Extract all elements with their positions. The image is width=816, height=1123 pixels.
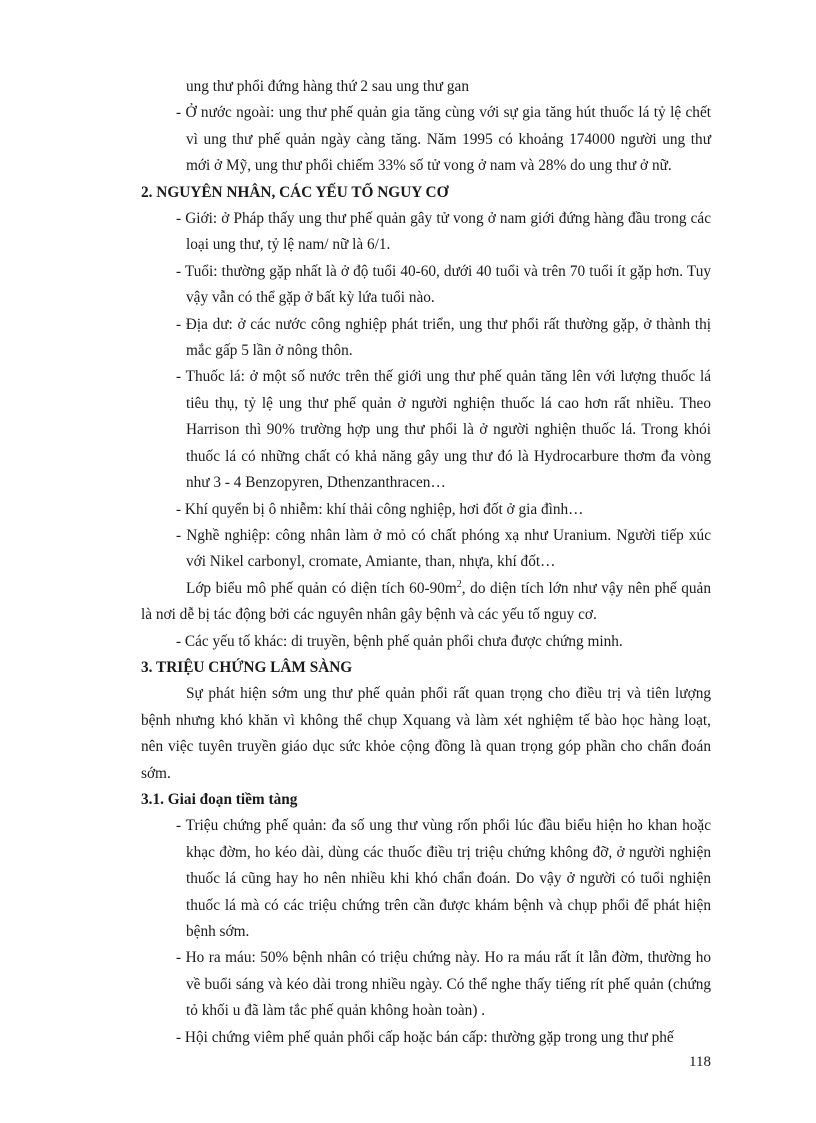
paragraph-epithelium xyxy=(141,576,711,629)
subsection-heading-latent: 3.1. Giai đoạn tiềm tàng xyxy=(141,790,298,808)
bullet-gender: - Giới: ở Pháp thấy ung thư phế quản gây tử vong ở nam giới đứng hàng đầu trong các loại ung thư, tỷ lệ nam/ nữ là 6/1. xyxy=(176,210,711,254)
bullet-tobacco: - Thuốc lá: ở một số nước trên thế giới ung thư phế quản tăng lên với lượng thuốc lá tiêu thụ, tỷ lệ ung thư phế quản ở người nghiện thuốc lá cao hơn rất nhiều. Theo Harrison thì 90% trường hợp ung thư phổi là ở người nghiện thuốc lá. Trong khói thuốc lá có những chất có khả năng gây ung thư đó là Hydrocarbure thơm đa vòng như 3 - 4 Benzopyren, Dthenzanthracen… xyxy=(176,368,711,492)
superscript-2: 2 xyxy=(456,578,462,590)
bullet-hemoptysis: - Ho ra máu: 50% bệnh nhân có triệu chứng này. Ho ra máu rất ít lẫn đờm, thường ho về buổi sáng và kéo dài trong nhiều ngày. Có thể nghe thấy tiếng rít phế quản (chứng tỏ khối u đã làm tắc phế quản không hoàn toàn) . xyxy=(176,949,711,1020)
section-heading-causes: 2. NGUYÊN NHÂN, CÁC YẾU TỐ NGUY CƠ xyxy=(141,183,449,201)
page-content xyxy=(141,74,711,1051)
bullet-bronchial-symptoms: - Triệu chứng phế quản: đa số ung thư vùng rốn phổi lúc đầu biểu hiện ho khan hoặc khạc đờm, ho kéo dài, dùng các thuốc điều trị triệu chứng không đỡ, ở người nghiện thuốc lá cũng hay ho nên nhiều khi khó chẩn đoán. Do vậy ở người có tuổi nghiện thuốc lá mà có các triệu chứng trên cần được khám bệnh và chụp phổi để phát hiện bệnh sớm. xyxy=(176,817,711,940)
paragraph-epithelium-end: , do diện tích lớn như vậy nên phế quản là nơi dễ bị tác động bởi các nguyên nhân gây bệnh và các yếu tố nguy cơ. xyxy=(141,579,711,624)
bullet-foreign-stats: - Ở nước ngoài: ung thư phế quản gia tăng cùng với sự gia tăng hút thuốc lá tỷ lệ chết vì ung thư phế quản ngày càng tăng. Năm 1995 có khoảng 174000 người ung thư mới ở Mỹ, ung thư phổi chiếm 33% số tử vong ở nam và 28% do ung thư ở nữ. xyxy=(176,104,711,175)
bullet-occupation: - Nghề nghiệp: công nhân làm ở mỏ có chất phóng xạ như Uranium. Người tiếp xúc với Nikel carbonyl, cromate, Amiante, than, nhựa, khí đốt… xyxy=(176,526,711,571)
bullet-pollution: - Khí quyển bị ô nhiễm: khí thải công nghiệp, hơi đốt ở gia đình… xyxy=(176,500,584,518)
bullet-age: - Tuổi: thường gặp nhất là ở độ tuổi 40-60, dưới 40 tuổi và trên 70 tuổi ít gặp hơn. Tuy vậy vẫn có thể gặp ở bất kỳ lứa tuổi nào. xyxy=(176,262,711,307)
bullet-other-factors: - Các yếu tố khác: di truyền, bệnh phế quản phổi chưa được chứng minh. xyxy=(176,632,623,650)
bullet-bronchopneumonia: - Hội chứng viêm phế quản phổi cấp hoặc bán cấp: thường gặp trong ung thư phế xyxy=(176,1028,674,1046)
paragraph-early-detection: Sự phát hiện sớm ung thư phế quản phổi rất quan trọng cho điều trị và tiên lượng bệnh nhưng khó khăn vì không thể chụp Xquang và làm xét nghiệm tế bào học hàng loạt, nên việc tuyên truyền giáo dục sức khỏe cộng đồng là quan trọng góp phần cho chẩn đoán sớm. xyxy=(141,685,711,782)
paragraph-epithelium-start: Lớp biểu mô phế quản có diện tích 60-90m xyxy=(186,579,457,597)
bullet-geography: - Địa dư: ở các nước công nghiệp phát triển, ung thư phổi rất thường gặp, ở thành thị mắc gấp 5 lần ở nông thôn. xyxy=(176,315,711,360)
section-heading-symptoms: 3. TRIỆU CHỨNG LÂM SÀNG xyxy=(141,658,353,676)
page-number: 118 xyxy=(689,1054,711,1070)
continued-text: ung thư phổi đứng hàng thứ 2 sau ung thư gan xyxy=(186,78,469,95)
